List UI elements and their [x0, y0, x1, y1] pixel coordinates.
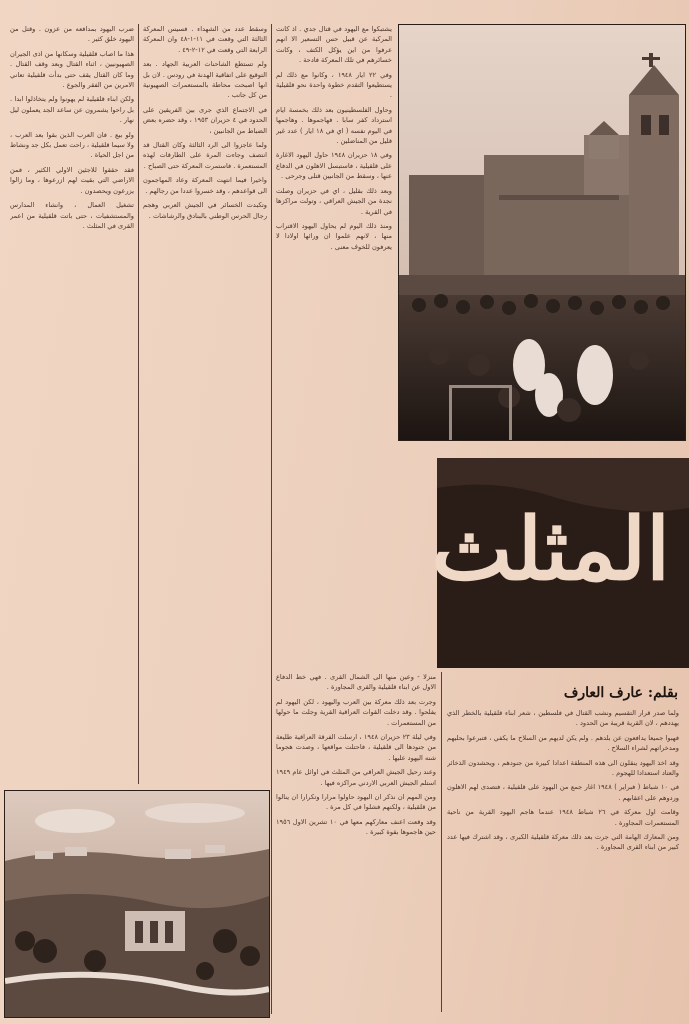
paragraph: يشتبكوا مع اليهود في قتال جدي . اذ كانت المركبة عن قبيل حس التسعير الا انهم عرفوا من اين يؤكل الكتف ، وكانت خسائرهم في تلك المعركة فادحة .: [276, 25, 392, 65]
paragraph: ومنذ ذلك اليوم لم يحاول اليهود الاقتراب منها ، لانهم علموا ان ورائها اولادا لا يعرفون للخوف معنى .: [276, 221, 392, 251]
church-crowd-image: [399, 25, 685, 440]
paragraph: ومن المعارك الهامة التي جرت بعد ذلك معركة قلقيلية الكبرى ، وقد اشترك فيها عدد كبير من ابناء القرى المجاورة .: [447, 833, 679, 852]
paragraph: ولو بيع . فان العرب الذين بقوا بعد العرب ، ولا سيما قلقيلية ، راحت تعمل بكل جد ونشاط من اجل الحياة .: [10, 130, 134, 160]
paragraph: واخيرا فيما انتهت المعركة وعاد المهاجمون الى قواعدهم ، وقد خسروا عددا من رجالهم .: [143, 176, 267, 195]
paragraph: منزلا - وعين منها الى الشمال القرى . فهي خط الدفاع الاول عن ابناء قلقيلية والقرى المجاورة .: [276, 673, 436, 692]
paragraph: ولما عاجزوا الى الرد الثالثة وكان القتال قد انتصف وجاءت المرة على الطارقات لهذه المستعمرة . فاستمرت المعركة حتى الصباح .: [143, 141, 267, 170]
paragraph: في الاجتماع الذي جرى بين الفريقين على الحدود في ٤ حزيران ١٩٥٣ ، وقد حضره بعض الضباط من الجانبين ،: [143, 105, 267, 135]
paragraph: فهبوا جميعا يدافعون عن بلدهم . ولم يكن لديهم من السلاح ما يكفي ، فتبرعوا بحليهم ومدخراتهم لشراء السلاح .: [447, 733, 679, 753]
paragraph: وبعد ذلك بقليل ، اي في حزيران وصلت نجدة من الجيش العراقي ، وتولت مراكزها في القرية .: [276, 186, 392, 216]
paragraph: هذا ما اصاب قلقيلية وسكانها من اذى الجيران الصهيونيين ، اثناء القتال وبعد وقف القتال . وما كان القتال يقف حتى بدأت قلقيلية تعاني الامرين من الفقر والجوع .: [10, 49, 134, 90]
byline: بقلم: عارف العارف: [563, 685, 678, 701]
column-divider: [441, 672, 442, 1012]
paragraph: وقد وقعت اعنف معاركهم معها في ١٠ تشرين الاول ١٩٥٦ حين هاجموها بقوة كبيرة .: [276, 817, 436, 837]
paragraph: وتكبدت الخسائر في الجيش العربي وهجم رجال الحرس الوطني بالبنادق والرشاشات .: [143, 201, 267, 220]
paragraph: فقد حققوا للاجئين الاولي الكثير ، فمن الاراضي التي بقيت لهم ازرعوها ، وما زالوا يزرعون ويحصدون .: [10, 165, 134, 195]
paragraph: وعند رحيل الجيش العراقي من المثلث في اوائل عام ١٩٤٩ استلم الجيش العربي الاردني مراكزه فيها .: [276, 768, 436, 787]
paragraph: وجرت بعد ذلك معركة بين العرب واليهود ، لكن اليهود لم يفلحوا . وقد دخلت القوات العراقية القرية وجلت ما حولها من المستعمرات .: [276, 697, 436, 727]
paragraph: ضرب اليهود بمدافعه من عزون . وقتل من اليهود خلق كثير .: [10, 25, 134, 44]
column-far-left: [10, 24, 134, 782]
paragraph: وقد اخذ اليهود ينقلون الى هذه المنطقة اعدادا كبيرة من جنودهم ، ويحشدون الذخائر والعتاد استعدادا للهجوم .: [447, 758, 679, 778]
paragraph: وسقط عدد من الشهداء . فسيس المعركة الثالثة التي وقعت في ١١-١-٤٨ وان المعركة الرابعة التي وقعت في ١٢-٢-٤٩ .: [143, 25, 267, 54]
column-mid-right: [276, 24, 392, 664]
photo-church-crowd: [398, 24, 686, 441]
column-mid-left: [143, 24, 267, 782]
column-divider: [138, 24, 139, 784]
landscape-image: [5, 791, 269, 1017]
paragraph: في ١٠ شباط ( فبراير ) ١٩٤٨ اغار جمع من اليهود على قلقيلية ، فتصدى لهم الاهلون وردوهم على اعقابهم .: [447, 783, 679, 802]
paragraph: وحاول الفلسطينيون بعد ذلك بخمسة ايام استرداد كفر سابا . فهاجموها . وهاجمها في اليوم نفسه ( اي في ١٨ ايار ) عدد غير قليل من المناضلين .: [276, 105, 392, 146]
article-title: المثلث: [431, 499, 670, 600]
column-divider: [271, 24, 272, 1014]
paragraph: تشغيل العمال ، وانشاء المدارس والمستشفيات ، حتى باتت قلقيلية من اعمر القرى في المثلث .: [10, 201, 134, 230]
photo-landscape: [4, 790, 270, 1018]
paragraph: وفي ليلة ٢٣ حزيران ١٩٤٨ ، ارسلت الفرقة العراقية طليعة من جنودها الى قلقيلية ، فاحتلت مواقعها ، وصدت هجوما شنه اليهود عليها .: [276, 733, 436, 762]
paragraph: ومن المهم ان نذكر ان اليهود حاولوا مرارا وتكرارا ان ينالوا من قلقيلية ، ولكنهم فشلوا في كل مرة .: [276, 793, 436, 812]
paragraph: وقامت اول معركة في ٢٦ شباط ١٩٤٨ عندما هاجم اليهود القرية من ناحية المستعمرات المجاورة .: [447, 808, 679, 827]
paragraph: ولكن ابناء قلقيلية لم يهونوا ولم يتخاذلوا ابدا . بل راحوا يشمرون عن ساعد الجد يعملون ليل نهار .: [10, 95, 134, 125]
paragraph: ولم تستطع الشاحنات العربية الجهاد . بعد التوقيع على اتفاقية الهدنة في رودس . لان بل انها اصبحت محاطة بالمستعمرات الصهيونية من كل جانب .: [143, 60, 267, 100]
column-lower-left: [276, 672, 436, 1014]
column-lower-right: [447, 708, 679, 1014]
paragraph: وفي ١٨ حزيران ١٩٤٨ حاول اليهود الاغارة على قلقيلية ، فاستبسل الاهلون في الدفاع عنها ، وسقط من الجانبين قتلى وجرحى .: [276, 151, 392, 181]
paragraph: وفي ٢٢ ايار ١٩٤٨ ، وكانوا مع ذلك لم يستطيعوا التقدم خطوة واحدة نحو قلقيلية .: [276, 70, 392, 100]
paragraph: ولما صدر قرار التقسيم ونشب القتال في فلسطين ، شعر ابناء قلقيلية بالخطر الذي يهددهم ، لان القرية قريبة من الحدود .: [447, 709, 679, 728]
